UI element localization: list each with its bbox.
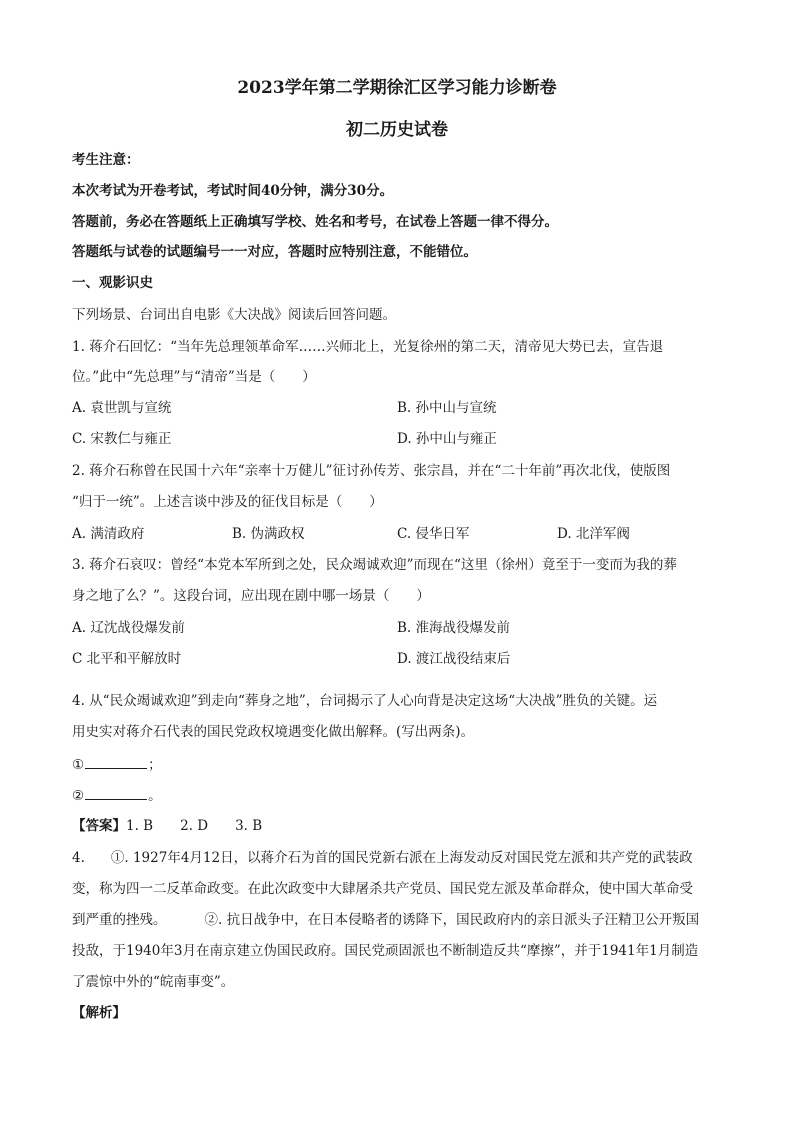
q2-option-c: C. 侵华日军 <box>397 526 470 542</box>
section-intro: 下列场景、台词出自电影《大决战》阅读后回答问题。 <box>72 307 396 323</box>
q1-option-a: A. 袁世凯与宣统 <box>72 400 172 416</box>
answer-q4-line-5: 了震惊中外的“皖南事变”。 <box>72 974 235 990</box>
answer-label: 【答案】 <box>72 818 126 834</box>
q2-option-b: B. 伪满政权 <box>232 526 305 542</box>
notice-line-2: 答题前，务必在答题纸上正确填写学校、姓名和考号，在试卷上答题一律不得分。 <box>72 214 558 230</box>
q2-stem-line-1: 2. 蒋介石称曾在民国十六年“亲率十万健儿”征讨孙传芳、张宗昌，并在“二十年前”再次北伐，使版图 <box>72 463 671 479</box>
q1-option-d: D. 孙中山与雍正 <box>397 431 497 447</box>
q3-option-d: D. 渡江战役结束后 <box>397 651 511 667</box>
q3-stem-line-1: 3. 蒋介石哀叹：曾经“本党本军所到之处，民众竭诚欢迎”而现在“这里（徐州）竟至于一变而为我的葬 <box>72 557 677 573</box>
q4-stem-line-1: 4. 从“民众竭诚欢迎”到走向“葬身之地”，台词揭示了人心向背是决定这场“大决战”胜负的关键。运 <box>72 693 658 709</box>
q1-stem-line-1: 1. 蒋介石回忆：“当年先总理领革命军……兴师北上，光复徐州的第二天，清帝见大势已去，宣告退 <box>72 339 664 355</box>
notice-line-1: 本次考试为开卷考试，考试时间40分钟，满分30分。 <box>72 183 394 199</box>
q4-blank-2-prefix: ② <box>72 788 85 804</box>
notice-heading: 考生注意： <box>72 152 140 168</box>
q4-blank-1-prefix: ① <box>72 757 85 773</box>
notice-line-3: 答题纸与试卷的试题编号一一对应，答题时应特别注意，不能错位。 <box>72 244 477 260</box>
q4-answer-blank-1 <box>72 756 162 773</box>
answer-q4-line-3 <box>72 912 699 928</box>
section-heading: 一、观影识史 <box>72 275 153 291</box>
answer-q4-text-3a: 到严重的挫残。 <box>72 912 167 928</box>
answer-q4-text-3b: ②. 抗日战争中，在日本侵略者的诱降下，国民政府内的亲日派头子汪精卫公开叛国 <box>204 912 700 928</box>
q4-blank-1-suffix: ； <box>148 757 162 773</box>
exam-title: 2023学年第二学期徐汇区学习能力诊断卷 <box>237 78 557 98</box>
q4-stem-line-2: 用史实对蒋介石代表的国民党政权境遇变化做出解释。(写出两条)。 <box>72 724 475 740</box>
answer-q4-line-2: 变，称为四一二反革命政变。在此次政变中大肆屠杀共产党员、国民党左派及革命群众，使中国大革命受 <box>72 881 693 897</box>
q3-option-c: C 北平和平解放时 <box>72 651 182 667</box>
answer-q4-number: 4. <box>72 850 85 866</box>
exam-subtitle: 初二历史试卷 <box>346 120 448 140</box>
q4-answer-blank-2 <box>72 787 162 804</box>
q3-option-b: B. 淮海战役爆发前 <box>397 620 511 636</box>
q4-blank-2-suffix: 。 <box>148 788 162 804</box>
q1-option-b: B. 孙中山与宣统 <box>397 400 497 416</box>
analysis-label: 【解析】 <box>72 1005 126 1021</box>
answer-q4-line-4: 投敌，于1940年3月在南京建立伪国民政府。国民党顽固派也不断制造反共“摩擦”，并于1941年1月制造 <box>72 943 699 959</box>
q1-stem-line-2: 位。”此中“先总理”与“清帝”当是（ ） <box>72 369 316 385</box>
answer-q4-text-1: ①. 1927年4月12日，以蒋介石为首的国民党新右派在上海发动反对国民党左派和共产党的武装政 <box>110 850 693 866</box>
q4-blank-2-line <box>85 787 147 800</box>
answer-q4-line-1 <box>72 850 693 866</box>
q2-option-d: D. 北洋军阀 <box>557 526 630 542</box>
q4-blank-1-line <box>85 756 147 769</box>
q1-option-c: C. 宋教仁与雍正 <box>72 431 172 447</box>
q3-stem-line-2: 身之地了么？”。这段台词，应出现在剧中哪一场景（ ） <box>72 588 430 604</box>
q2-option-a: A. 满清政府 <box>72 526 145 542</box>
q3-option-a: A. 辽沈战役爆发前 <box>72 620 185 636</box>
answer-choices-line <box>72 818 262 834</box>
answer-choices: 1. B 2. D 3. B <box>126 818 263 834</box>
q2-stem-line-2: “归于一统”。上述言谈中涉及的征伐目标是（ ） <box>72 494 383 510</box>
